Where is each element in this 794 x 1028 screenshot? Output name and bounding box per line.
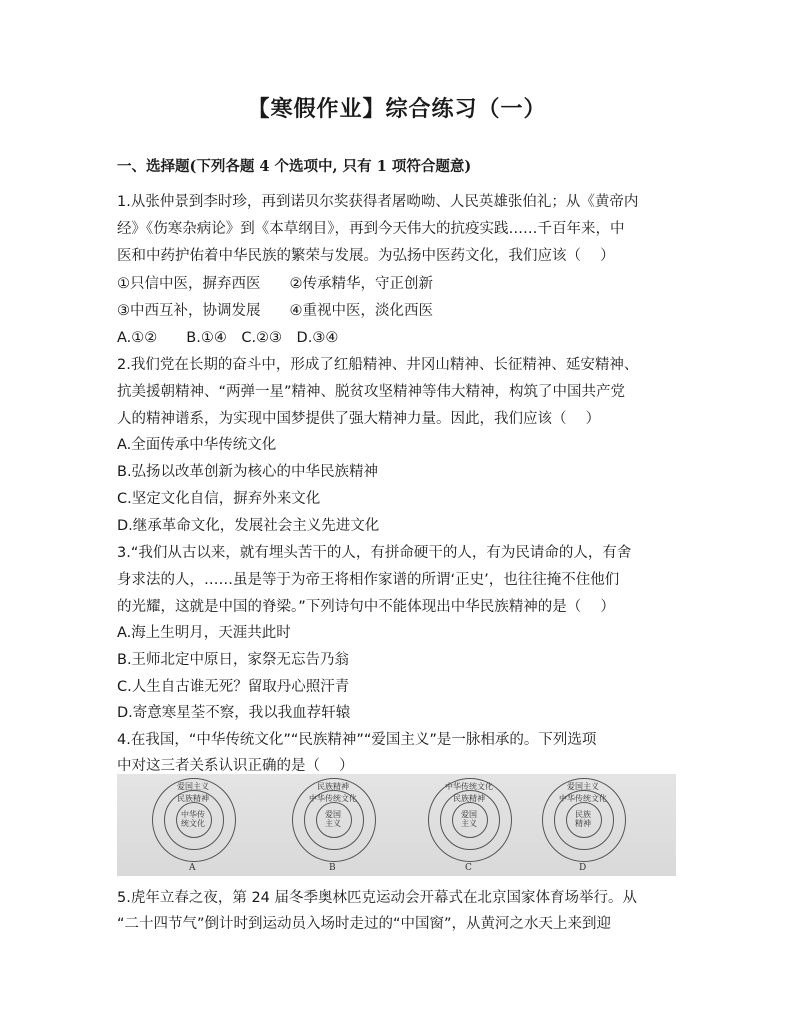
diagram-letter: A	[189, 863, 196, 873]
q3-option-a: A.海上生明月，天涯共此时	[117, 625, 291, 641]
q1-answer-choices: A.①② B.①④ C.②③ D.③④	[117, 330, 339, 346]
q4-stem-line: 4.在我国，“中华传统文化”“民族精神”“爱国主义”是一脉相承的。下列选项	[117, 732, 597, 748]
inner-label: 民族精神	[575, 810, 591, 828]
q3-option-b: B.王师北定中原日，家祭无忘告乃翁	[117, 652, 350, 668]
inner-label: 爱国主义	[325, 810, 341, 828]
middle-label: 中华传统文化	[309, 794, 357, 803]
q1-stem-line: 经》《伤寒杂病论》到《本草纲目》，再到今天伟大的抗疫实践……千百年来，中	[117, 221, 625, 237]
page-title: 【寒假作业】综合练习（一）	[247, 96, 547, 122]
q1-option-line: ①只信中医，摒弃西医 ②传承精华，守正创新	[117, 276, 433, 292]
middle-label: 民族精神	[177, 794, 209, 803]
q4-diagram-image	[117, 774, 676, 876]
inner-label: 中华传统文化	[181, 810, 205, 828]
q2-stem-line: 抗美援朝精神、“两弹一星”精神、脱贫攻坚精神等伟大精神，构筑了中国共产党	[117, 384, 626, 400]
diagram-letter: C	[465, 863, 472, 873]
outer-label: 中华传统文化	[445, 782, 493, 791]
diagram-c	[421, 774, 521, 876]
section-heading: 一、选择题(下列各题 4 个选项中, 只有 1 项符合题意)	[117, 158, 472, 175]
diagram-letter: B	[329, 863, 336, 873]
middle-label: 中华传统文化	[559, 794, 607, 803]
q4-stem-line: 中对这三者关系认识正确的是（ ）	[117, 758, 354, 774]
diagram-letter: D	[579, 863, 587, 873]
outer-label: 爱国主义	[567, 782, 599, 791]
q3-stem-line: 的光耀，这就是中国的脊梁。”下列诗句中不能体现出中华民族精神的是（ ）	[117, 599, 615, 615]
q1-option-line: ③中西互补，协调发展 ④重视中医，淡化西医	[117, 303, 433, 319]
middle-label: 民族精神	[453, 794, 485, 803]
q5-stem-line: “二十四节气”倒计时到运动员入场时走过的“中国窗”，从黄河之水天上来到迎	[117, 916, 612, 932]
outer-label: 民族精神	[317, 782, 349, 791]
diagram-a	[145, 774, 245, 876]
q3-option-d: D.寄意寒星荃不察，我以我血荐轩辕	[117, 705, 351, 721]
q3-option-c: C.人生自古谁无死？留取丹心照汗青	[117, 679, 350, 695]
q2-option-c: C.坚定文化自信，摒弃外来文化	[117, 491, 321, 507]
diagram-d	[535, 774, 635, 876]
q1-stem-line: 1.从张仲景到李时珍，再到诺贝尔奖获得者屠呦呦、人民英雄张伯礼；从《黄帝内	[117, 194, 639, 210]
q3-stem-line: 身求法的人，……虽是等于为帝王将相作家谱的所谓‘正史’，也往往掩不住他们	[117, 572, 620, 588]
q2-stem-line: 人的精神谱系，为实现中国梦提供了强大精神力量。因此，我们应该（ ）	[117, 411, 601, 427]
diagram-b	[285, 774, 385, 876]
q3-stem-line: 3.“我们从古以来，就有埋头苦干的人，有拼命硬干的人，有为民请命的人，有舍	[117, 545, 632, 561]
q2-option-a: A.全面传承中华传统文化	[117, 437, 277, 453]
inner-label: 爱国主义	[461, 810, 477, 828]
outer-label: 爱国主义	[177, 782, 209, 791]
q2-option-b: B.弘扬以改革创新为核心的中华民族精神	[117, 464, 379, 480]
q5-stem-line: 5.虎年立春之夜，第 24 届冬季奥林匹克运动会开幕式在北京国家体育场举行。从	[117, 890, 638, 906]
q1-stem-line: 医和中药护佑着中华民族的繁荣与发展。为弘扬中医药文化，我们应该（ ）	[117, 248, 615, 264]
q2-stem-line: 2.我们党在长期的奋斗中，形成了红船精神、井冈山精神、长征精神、延安精神、	[117, 357, 639, 373]
q2-option-d: D.继承革命文化，发展社会主义先进文化	[117, 518, 380, 534]
